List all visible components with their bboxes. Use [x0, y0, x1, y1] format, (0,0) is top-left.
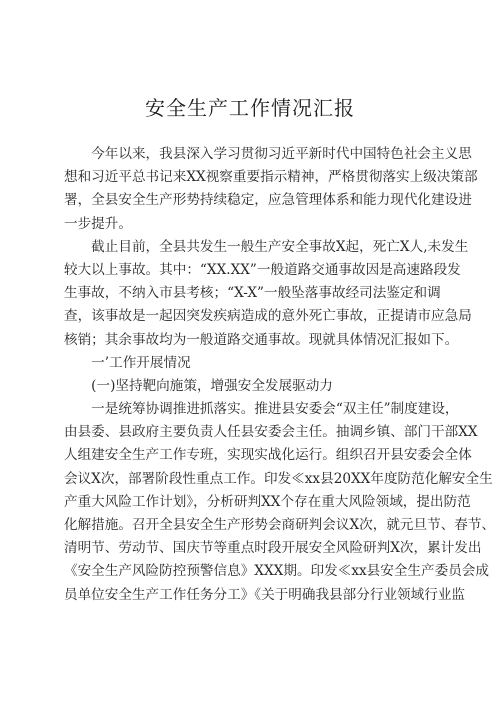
paragraph-line: 产重大风险工作计划》，分析研判XX个存在重大风险领域，提出防范	[64, 493, 471, 510]
paragraph-line: 今年以来，我县深入学习贯彻习近平新时代中国特色社会主义思	[64, 146, 472, 162]
paragraph-line: 会议X次，部署阶段性重点工作。印发≪xx县20XX年度防范化解安全生	[64, 470, 493, 487]
paragraph-line: 人组建安全生产工作专班，实现实战化运行。组织召开县安委会全体	[64, 447, 472, 464]
paragraph-line: 想和习近平总书记来XX视察重要指示精神，严格贯彻落实上级决策部	[64, 169, 478, 186]
paragraph-line: 查，该事故是一起因突发疾病造成的意外死亡事故，正提请市应急局	[64, 308, 472, 325]
paragraph-line: 一是统筹协调推进抓落实。推进县安委会“双主任”制度建设，	[64, 401, 459, 418]
paragraph-line: 生事故，不纳入市县考核；“X-X”一般坠落事故经司法鉴定和调	[64, 285, 441, 302]
paragraph-line: 化解措施。召开全县安全生产形势会商研判会议X次，就元旦节、春节、	[64, 517, 496, 533]
paragraph-line: 一步提升。	[64, 215, 132, 232]
document-body	[64, 143, 496, 607]
paragraph-line: 核销；其余事故均为一般道路交通事故。现就具体情况汇报如下。	[64, 331, 459, 348]
document-title: 安全生产工作情况汇报	[145, 96, 355, 120]
paragraph-line: 清明节、劳动节、国庆节等重点时段开展安全风险研判X次，累计发出	[64, 540, 482, 557]
subsection-heading: (一)坚持靶向施策，增强安全发展驱动力	[64, 377, 333, 394]
paragraph-line: 员单位安全生产工作任务分工》《关于明确我县部分行业领域行业监	[64, 586, 466, 603]
paragraph-line: 较大以上事故。其中：“XX.XX”一般道路交通事故因是高速路段发	[64, 261, 461, 278]
paragraph-line: 《安全生产风险防控预警信息》XXX期。印发≪xx县安全生产委员会成	[64, 563, 489, 580]
paragraph-line: 署，全县安全生产形势持续稳定，应急管理体系和能力现代化建设进	[64, 192, 472, 209]
paragraph-line: 由县委、县政府主要负责人任县安委会主任。抽调乡镇、部门干部XX	[64, 424, 478, 441]
paragraph-line: 截止目前，全县共发生一般生产安全事故X起，死亡X人,未发生	[64, 238, 469, 255]
section-heading: 一’工作开展情况	[64, 354, 191, 371]
